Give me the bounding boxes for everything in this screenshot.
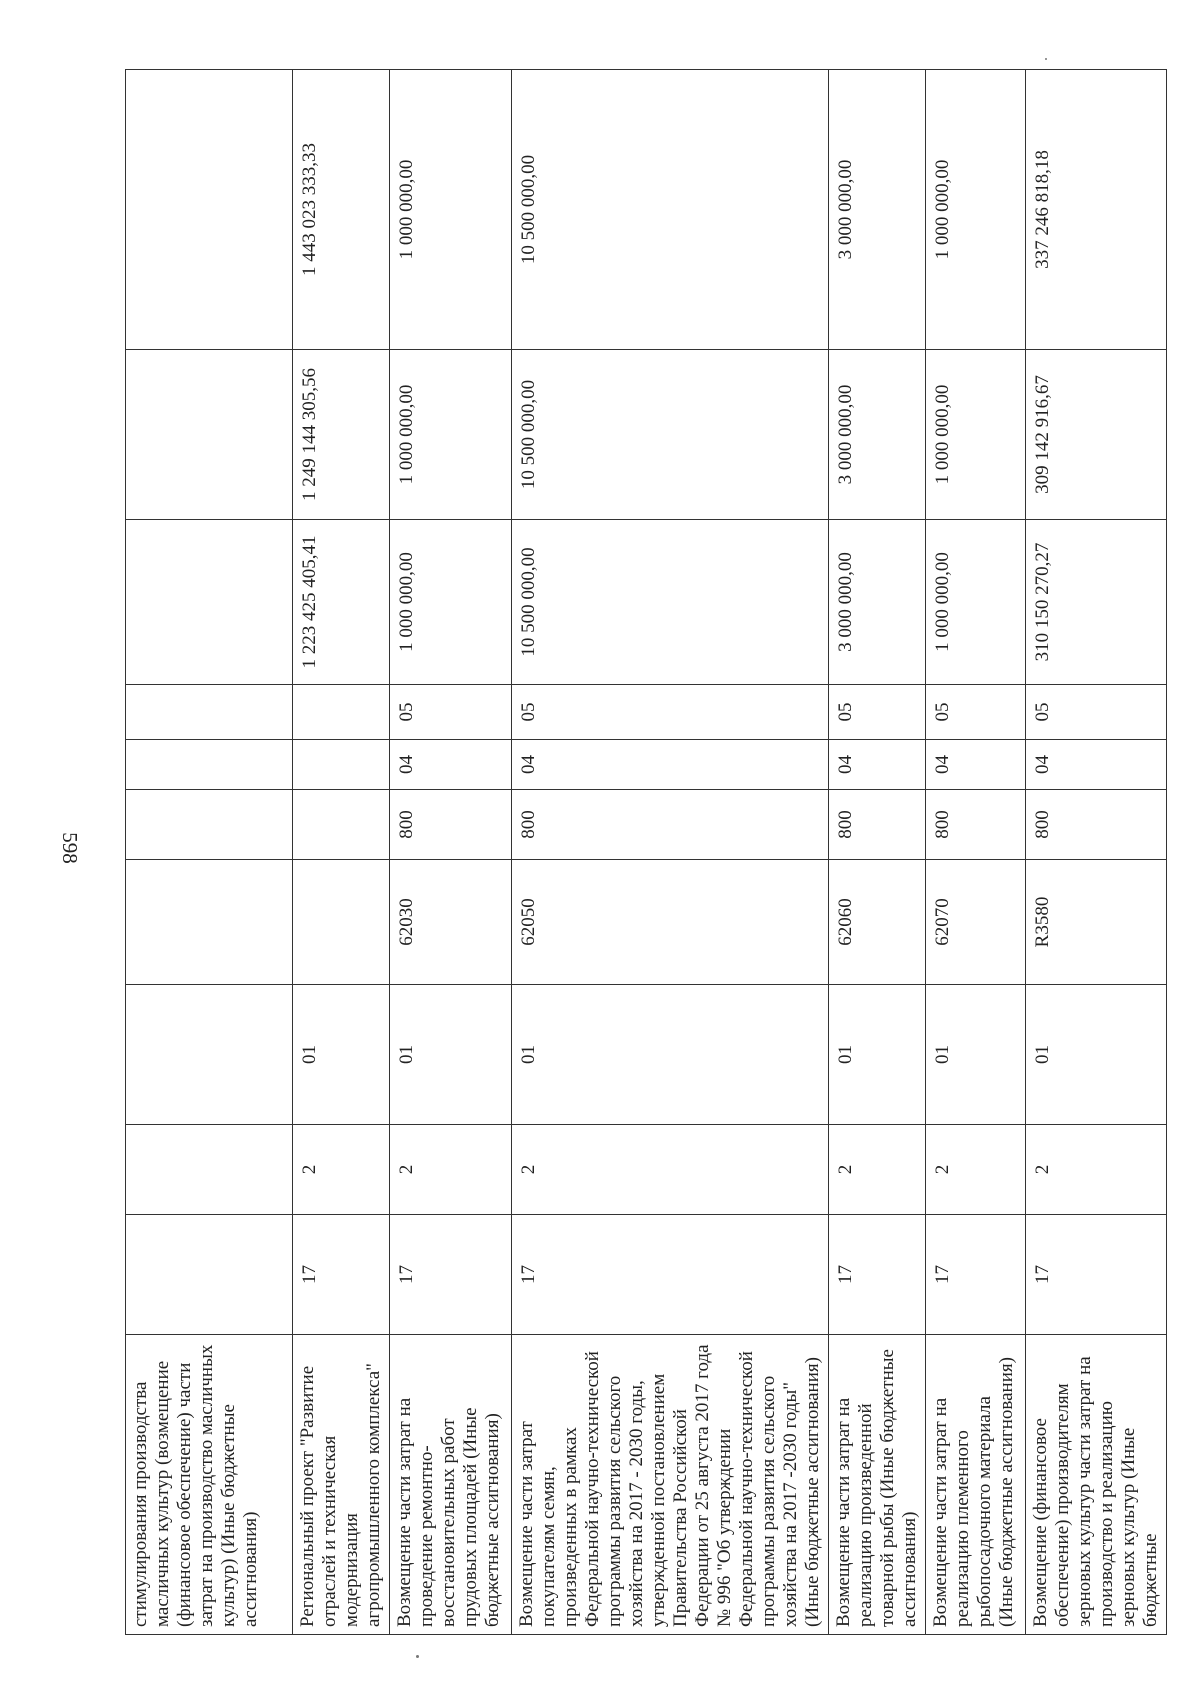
main-event-code-cell: 01 [512, 985, 829, 1125]
table-row [829, 70, 926, 1635]
expense-type-cell: 800 [512, 790, 829, 860]
subprogram-code-cell: 2 [926, 1125, 1026, 1215]
row-name-cell: стимулирования производства масличных культур (возмещение (финансовое обеспечение) части затрат на производство масличных культур) (Иные бюджетные ассигнования) [126, 1335, 293, 1635]
section-cell: 04 [1026, 740, 1167, 790]
expense-type-cell: 800 [1026, 790, 1167, 860]
table-row [390, 70, 512, 1635]
subsection-cell [126, 685, 293, 740]
subsection-cell: 05 [1026, 685, 1167, 740]
table-row [293, 70, 390, 1635]
table-row [926, 70, 1026, 1635]
gp-code-cell: 17 [926, 1215, 1026, 1335]
subprogram-code-cell: 2 [293, 1125, 390, 1215]
direction-code-cell [126, 860, 293, 985]
amount-year1-cell [126, 520, 293, 685]
expense-type-cell: 800 [390, 790, 512, 860]
subprogram-code-cell: 2 [1026, 1125, 1167, 1215]
main-event-code-cell: 01 [1026, 985, 1167, 1125]
section-cell [293, 740, 390, 790]
amount-year3-cell: 1 000 000,00 [926, 70, 1026, 350]
subsection-cell: 05 [926, 685, 1026, 740]
row-name-cell: Возмещение (финансовое обеспечение) производителям зерновых культур части затрат на производство и реализацию зерновых культур (Иные бюджетные [1026, 1335, 1167, 1635]
amount-year2-cell: 10 500 000,00 [512, 350, 829, 520]
subsection-cell: 05 [512, 685, 829, 740]
gp-code-cell [126, 1215, 293, 1335]
amount-year2-cell: 309 142 916,67 [1026, 350, 1167, 520]
amount-year3-cell: 1 443 023 333,33 [293, 70, 390, 350]
amount-year1-cell: 1 000 000,00 [926, 520, 1026, 685]
subsection-cell: 05 [829, 685, 926, 740]
expense-type-cell: 800 [829, 790, 926, 860]
main-event-code-cell: 01 [926, 985, 1026, 1125]
section-cell: 04 [926, 740, 1026, 790]
amount-year1-cell: 310 150 270,27 [1026, 520, 1167, 685]
table-row [126, 70, 293, 1635]
section-cell: 04 [512, 740, 829, 790]
amount-year3-cell [126, 70, 293, 350]
amount-year2-cell: 1 000 000,00 [390, 350, 512, 520]
subprogram-code-cell: 2 [390, 1125, 512, 1215]
direction-code-cell: 62070 [926, 860, 1026, 985]
direction-code-cell: R3580 [1026, 860, 1167, 985]
row-name-cell: Возмещение части затрат на проведение ремонтно-восстановительных работ прудовых площадей (Иные бюджетные ассигнования) [390, 1335, 512, 1635]
direction-code-cell: 62060 [829, 860, 926, 985]
amount-year2-cell [126, 350, 293, 520]
page-number: 598 [58, 832, 82, 864]
amount-year3-cell: 3 000 000,00 [829, 70, 926, 350]
expense-type-cell: 800 [926, 790, 1026, 860]
direction-code-cell [293, 860, 390, 985]
amount-year3-cell: 1 000 000,00 [390, 70, 512, 350]
gp-code-cell: 17 [293, 1215, 390, 1335]
table-row [512, 70, 829, 1635]
amount-year2-cell: 1 249 144 305,56 [293, 350, 390, 520]
amount-year3-cell: 10 500 000,00 [512, 70, 829, 350]
gp-code-cell: 17 [1026, 1215, 1167, 1335]
main-event-code-cell [126, 985, 293, 1125]
row-name-cell: Региональный проект "Развитие отраслей и техническая модернизация агропромышленного комплекса" [293, 1335, 390, 1635]
row-name-cell: Возмещение части затрат на реализацию племенного рыбопосадочного материала (Иные бюджетные ассигнования) [926, 1335, 1026, 1635]
main-event-code-cell: 01 [829, 985, 926, 1125]
direction-code-cell: 62030 [390, 860, 512, 985]
subsection-cell: 05 [390, 685, 512, 740]
section-cell [126, 740, 293, 790]
main-event-code-cell: 01 [390, 985, 512, 1125]
subsection-cell [293, 685, 390, 740]
direction-code-cell: 62050 [512, 860, 829, 985]
scan-speck [1045, 58, 1047, 60]
subprogram-code-cell: 2 [512, 1125, 829, 1215]
table-row [1026, 70, 1167, 1635]
amount-year1-cell: 1 223 425 405,41 [293, 520, 390, 685]
amount-year1-cell: 1 000 000,00 [390, 520, 512, 685]
expense-type-cell [293, 790, 390, 860]
amount-year3-cell: 337 246 818,18 [1026, 70, 1167, 350]
gp-code-cell: 17 [829, 1215, 926, 1335]
main-event-code-cell: 01 [293, 985, 390, 1125]
budget-table [125, 69, 1167, 1635]
row-name-cell: Возмещение части затрат покупателям семян, произведенных в рамках Федеральной научно-технической программы развития сельского хозяйства на 2017 - 2030 годы, утвержденной постановлением Правительства Российской Федерации от 25 августа 2017 года № 996 "Об утверждении Федеральной научно-технической программы развития сельского хозяйства на 2017 -2030 годы" (Иные бюджетные ассигнования) [512, 1335, 829, 1635]
budget-table-body [126, 70, 1167, 1635]
gp-code-cell: 17 [390, 1215, 512, 1335]
amount-year1-cell: 3 000 000,00 [829, 520, 926, 685]
amount-year2-cell: 1 000 000,00 [926, 350, 1026, 520]
amount-year1-cell: 10 500 000,00 [512, 520, 829, 685]
section-cell: 04 [829, 740, 926, 790]
row-name-cell: Возмещение части затрат на реализацию произведенной товарной рыбы (Иные бюджетные ассигнования) [829, 1335, 926, 1635]
scan-speck [416, 1655, 419, 1658]
amount-year2-cell: 3 000 000,00 [829, 350, 926, 520]
subprogram-code-cell [126, 1125, 293, 1215]
subprogram-code-cell: 2 [829, 1125, 926, 1215]
section-cell: 04 [390, 740, 512, 790]
gp-code-cell: 17 [512, 1215, 829, 1335]
expense-type-cell [126, 790, 293, 860]
